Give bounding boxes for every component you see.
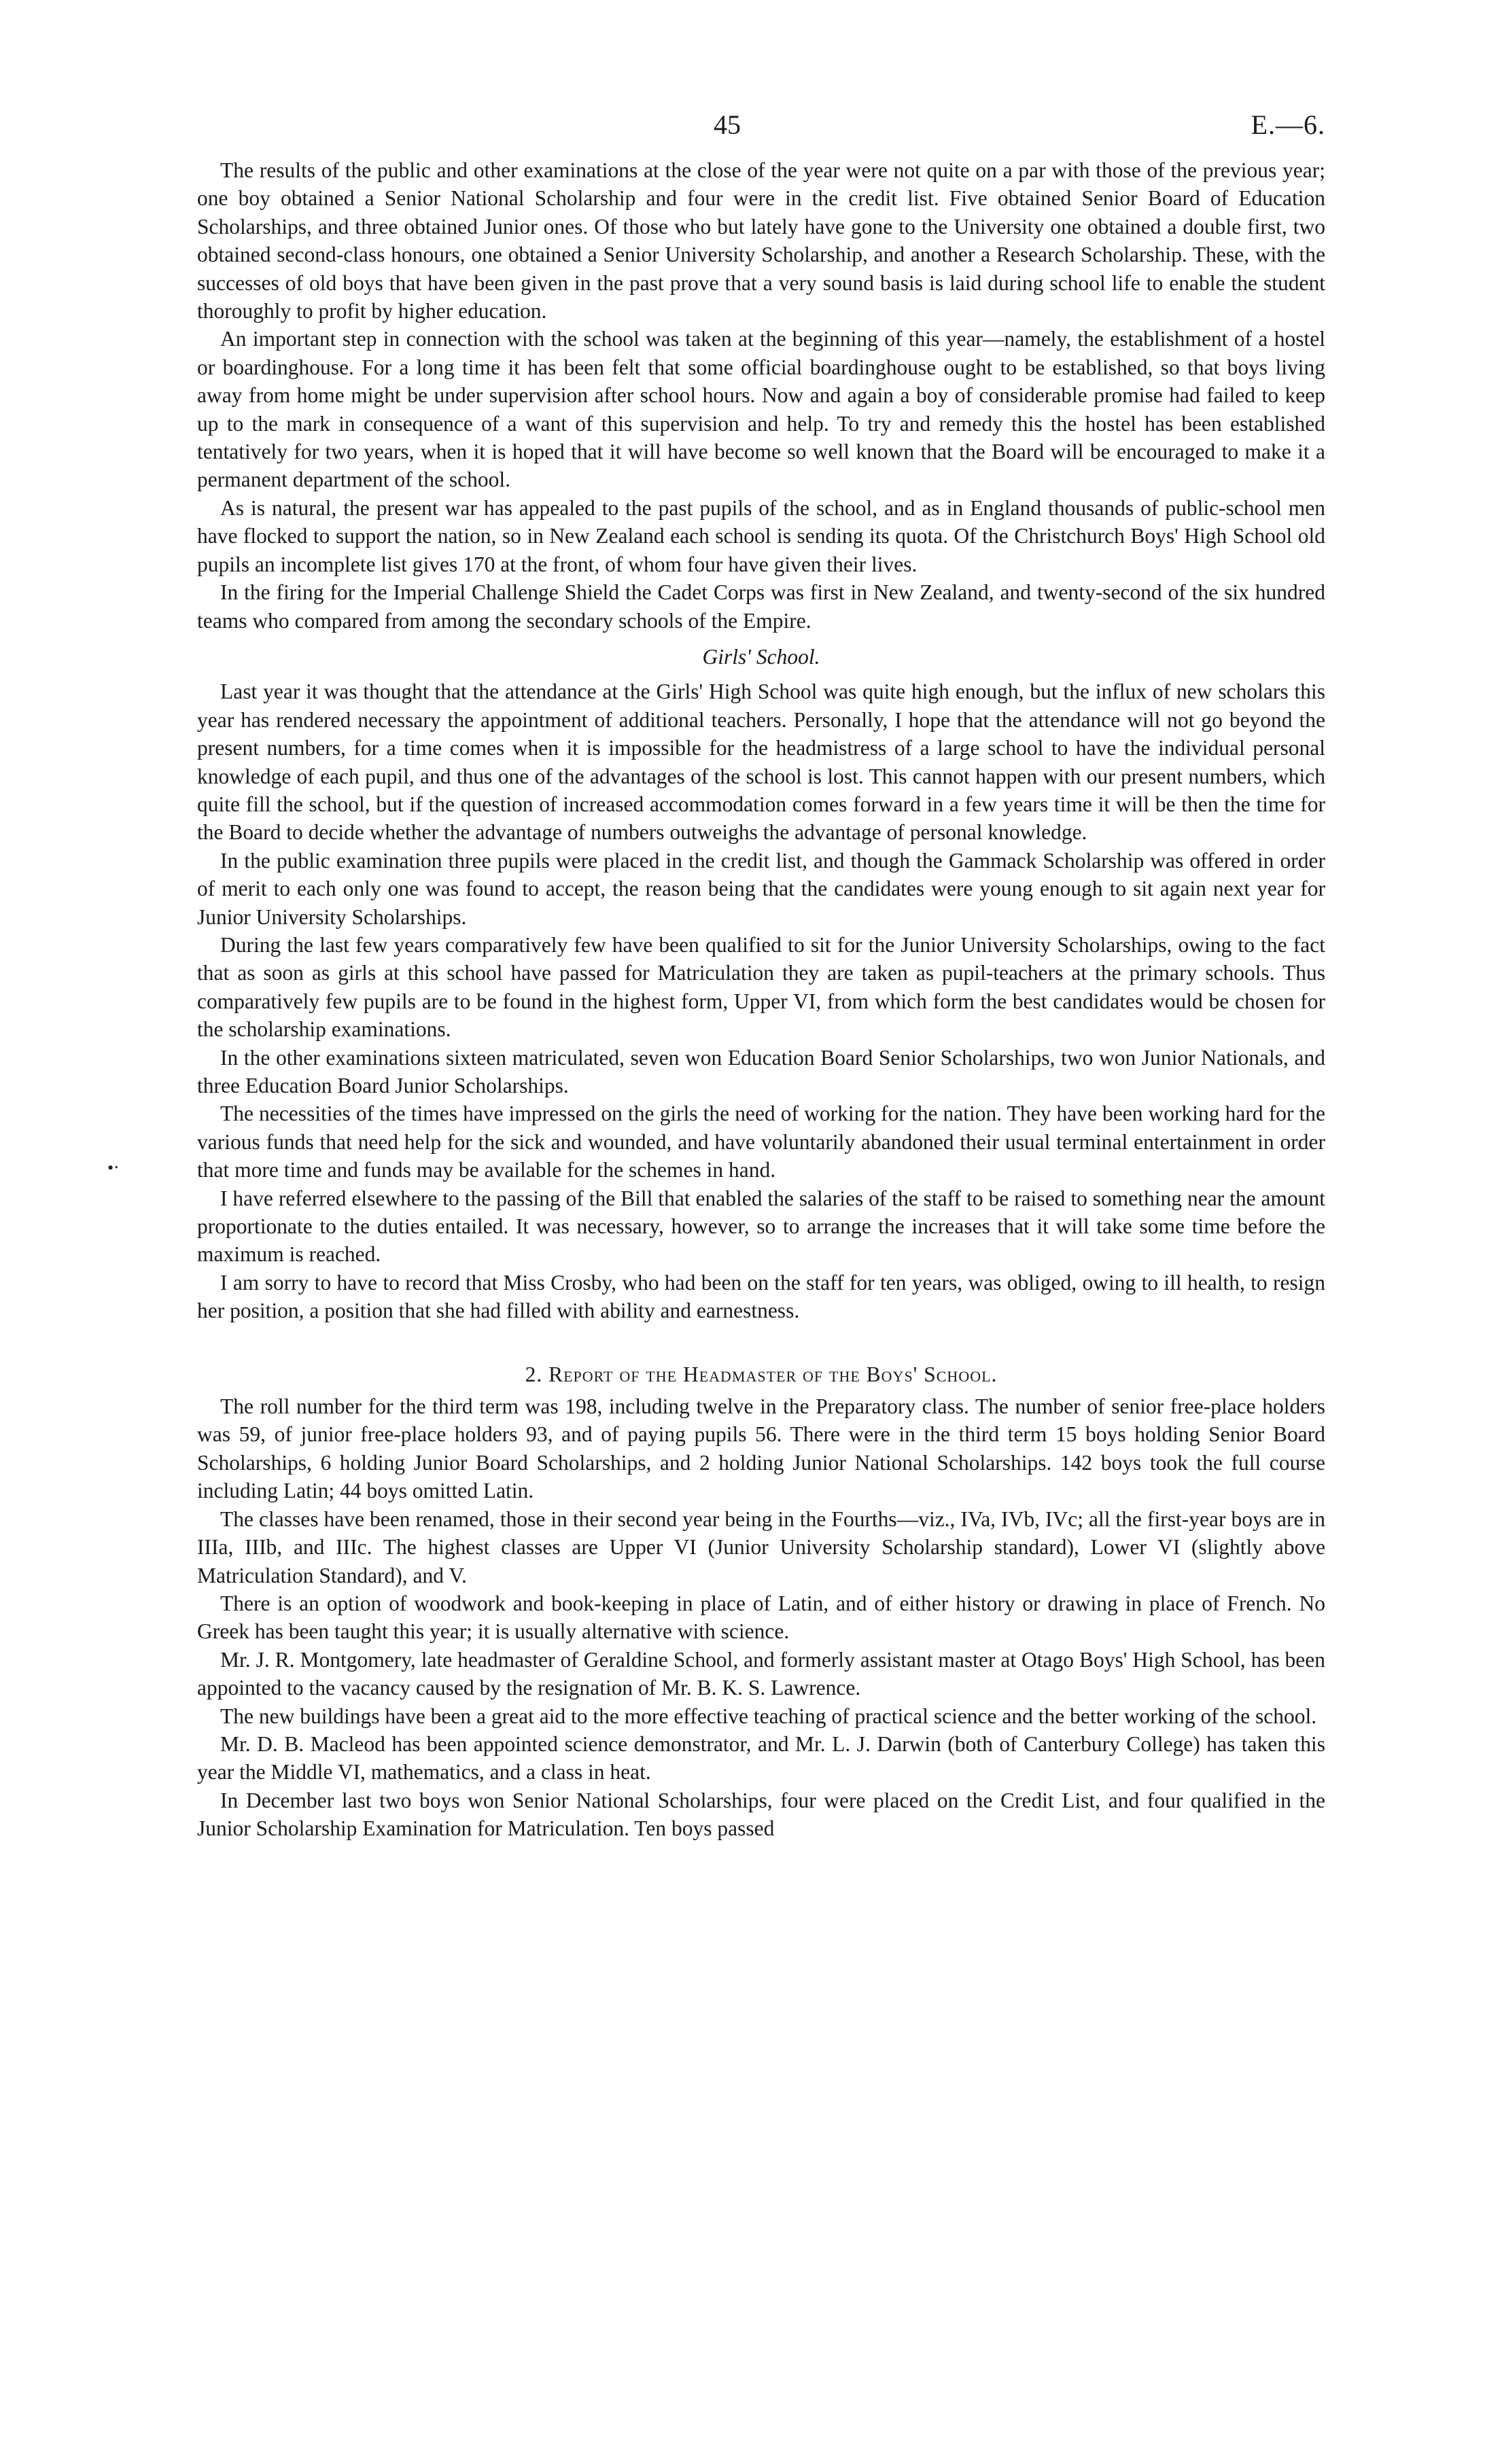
paragraph-new-buildings: The new buildings have been a great aid to the more effective teaching of practical science and the better working of the school.: [220, 1704, 1317, 1728]
paragraph-miss-crosby: I am sorry to have to record that Miss Crosby, who had been on the staff for ten years, was obliged, owing to ill health, to resign her position, a position that she had filled with ability and earnestness.: [197, 1270, 1325, 1323]
paragraph-macleod: Mr. D. B. Macleod has been appointed science demonstrator, and Mr. L. J. Darwin (both of Canterbury College) has taken this year the Middle VI, mathematics, and a class in heat.: [197, 1731, 1325, 1784]
paragraph-attendance: Last year it was thought that the attendance at the Girls' High School was quite high enough, but the influx of new scholars this year has rendered necessary the appointment of additional teachers. Personally, I hope that the attendance will not go beyond the present numbers, for a time comes when it is impossible for the headmistress of a large school to have the individual personal knowledge of each pupil, and thus one of the advantages of the school is lost. This cannot happen with our present numbers, which quite fill the school, but if the question of increased accommodation comes forward in a few years time it will be then the time for the Board to decide whether the advantage of numbers outweighs the advantage of personal knowledge.: [197, 680, 1325, 845]
paragraph-university-scholarships: During the last few years comparatively few have been qualified to sit for the Junior University Scholarships, owing to the fact that as soon as girls at this school have passed for Matriculation they are taken as pupil-teachers at the primary schools. Thus comparatively few pupils are to be found in the highest form, Upper VI, from which form the best candidates would be chosen for the scholarship examinations.: [197, 932, 1325, 1042]
paragraph-montgomery: Mr. J. R. Montgomery, late headmaster of Geraldine School, and formerly assistant master at Otago Boys' High School, has been appointed to the vacancy caused by the resignation of Mr. B. K. S. Lawrence.: [197, 1647, 1325, 1700]
paragraph-classes-renamed: The classes have been renamed, those in their second year being in the Fourths—viz., IVa, IVb, IVc; all the first-year boys are in IIIa, IIIb, and IIIc. The highest classes are Upper VI (Junior University Scholarship standard), Lower VI (slightly above Matriculation Standard), and V.: [197, 1507, 1325, 1587]
paragraph-war: As is natural, the present war has appealed to the past pupils of the school, and as in England thousands of public-school men have flocked to support the nation, so in New Zealand each school is sending its quota. Of the Christchurch Boys' High School old pupils an incomplete list gives 170 at the front, of whom four have given their lives.: [197, 495, 1325, 576]
paragraph-december: In December last two boys won Senior National Scholarships, four were placed on the Credit List, and four qualified in the Junior Scholarship Examination for Matriculation. Ten boys passed: [197, 1788, 1325, 1841]
document-page: [107, 109, 1325, 2433]
paragraph-options: There is an option of woodwork and book-keeping in place of Latin, and of either history or drawing in place of French. No Greek has been taught this year; it is usually alternative with science.: [197, 1591, 1325, 1644]
paragraph-other-examinations: In the other examinations sixteen matriculated, seven won Education Board Senior Scholarships, two won Junior Nationals, and three Education Board Junior Scholarships.: [197, 1045, 1325, 1097]
headmaster-report-heading: 2. Report of the Headmaster of the Boys' School.: [525, 1362, 998, 1386]
paragraph-wrapper-necessities: [107, 1099, 1325, 1184]
girls-school-heading: Girls' School.: [702, 644, 820, 669]
paragraph-exam-results: The results of the public and other examinations at the close of the year were not quite on a par with those of the previous year; one boy obtained a Senior National Scholarship and four were in the credit list. Five obtained Senior Board of Education Scholarships, and three obtained Junior ones. Of those who but lately have gone to the University one obtained a double first, two obtained second-class honours, one obtained a Senior University Scholarship, and another a Research Scholarship. These, with the successes of old boys that have been given in the past prove that a very sound basis is laid during school life to enable the student thoroughly to profit by higher education.: [197, 158, 1325, 323]
body-text: [107, 156, 1325, 1843]
running-header: [197, 109, 1325, 156]
paragraph-roll-number: The roll number for the third term was 198, including twelve in the Preparatory class. The number of senior free-place holders was 59, of junior free-place holders 93, and of paying pupils 56. There were in the third term 15 boys holding Senior Board Scholarships, 6 holding Junior Board Scholarships, and 2 holding Junior National Scholarships. 142 boys took the full course including Latin; 44 boys omitted Latin.: [197, 1394, 1325, 1503]
page-number: 45: [714, 109, 741, 140]
margin-mark-icon: •‧: [107, 1158, 120, 1178]
paragraph-salaries-bill: I have referred elsewhere to the passing of the Bill that enabled the salaries of the staff to be raised to something near the amount proportionate to the duties entailed. It was necessary, however, so to arrange the increases that it will take some time before the maximum is reached.: [197, 1186, 1325, 1267]
paragraph-public-examination: In the public examination three pupils were placed in the credit list, and though the Gammack Scholarship was offered in order of merit to each only one was found to accept, the reason being that the candidates were young enough to sit again next year for Junior University Scholarships.: [197, 848, 1325, 929]
paragraph-hostel: An important step in connection with the school was taken at the beginning of this year—namely, the establishment of a hostel or boardinghouse. For a long time it has been felt that some official boardinghouse ought to be established, so that boys living away from home might be under supervision after school hours. Now and again a boy of considerable promise had failed to keep up to the mark in consequence of a want of this supervision and help. To try and remedy this the hostel has been established tentatively for two years, when it is hoped that it will have become so well known that the Board will be encouraged to make it a permanent department of the school.: [197, 327, 1325, 492]
paragraph-necessities: The necessities of the times have impressed on the girls the need of working for the nation. They have been working hard for the various funds that need help for the sick and wounded, and have voluntarily abandoned their usual terminal entertainment in order that more time and funds may be available for the schemes in hand.: [197, 1102, 1325, 1182]
paragraph-cadet-corps: In the firing for the Imperial Challenge Shield the Cadet Corps was first in New Zealand, and twenty-second of the six hundred teams who compared from among the secondary schools of the Empire.: [197, 580, 1325, 633]
paper-reference: E.—6.: [1251, 109, 1325, 140]
